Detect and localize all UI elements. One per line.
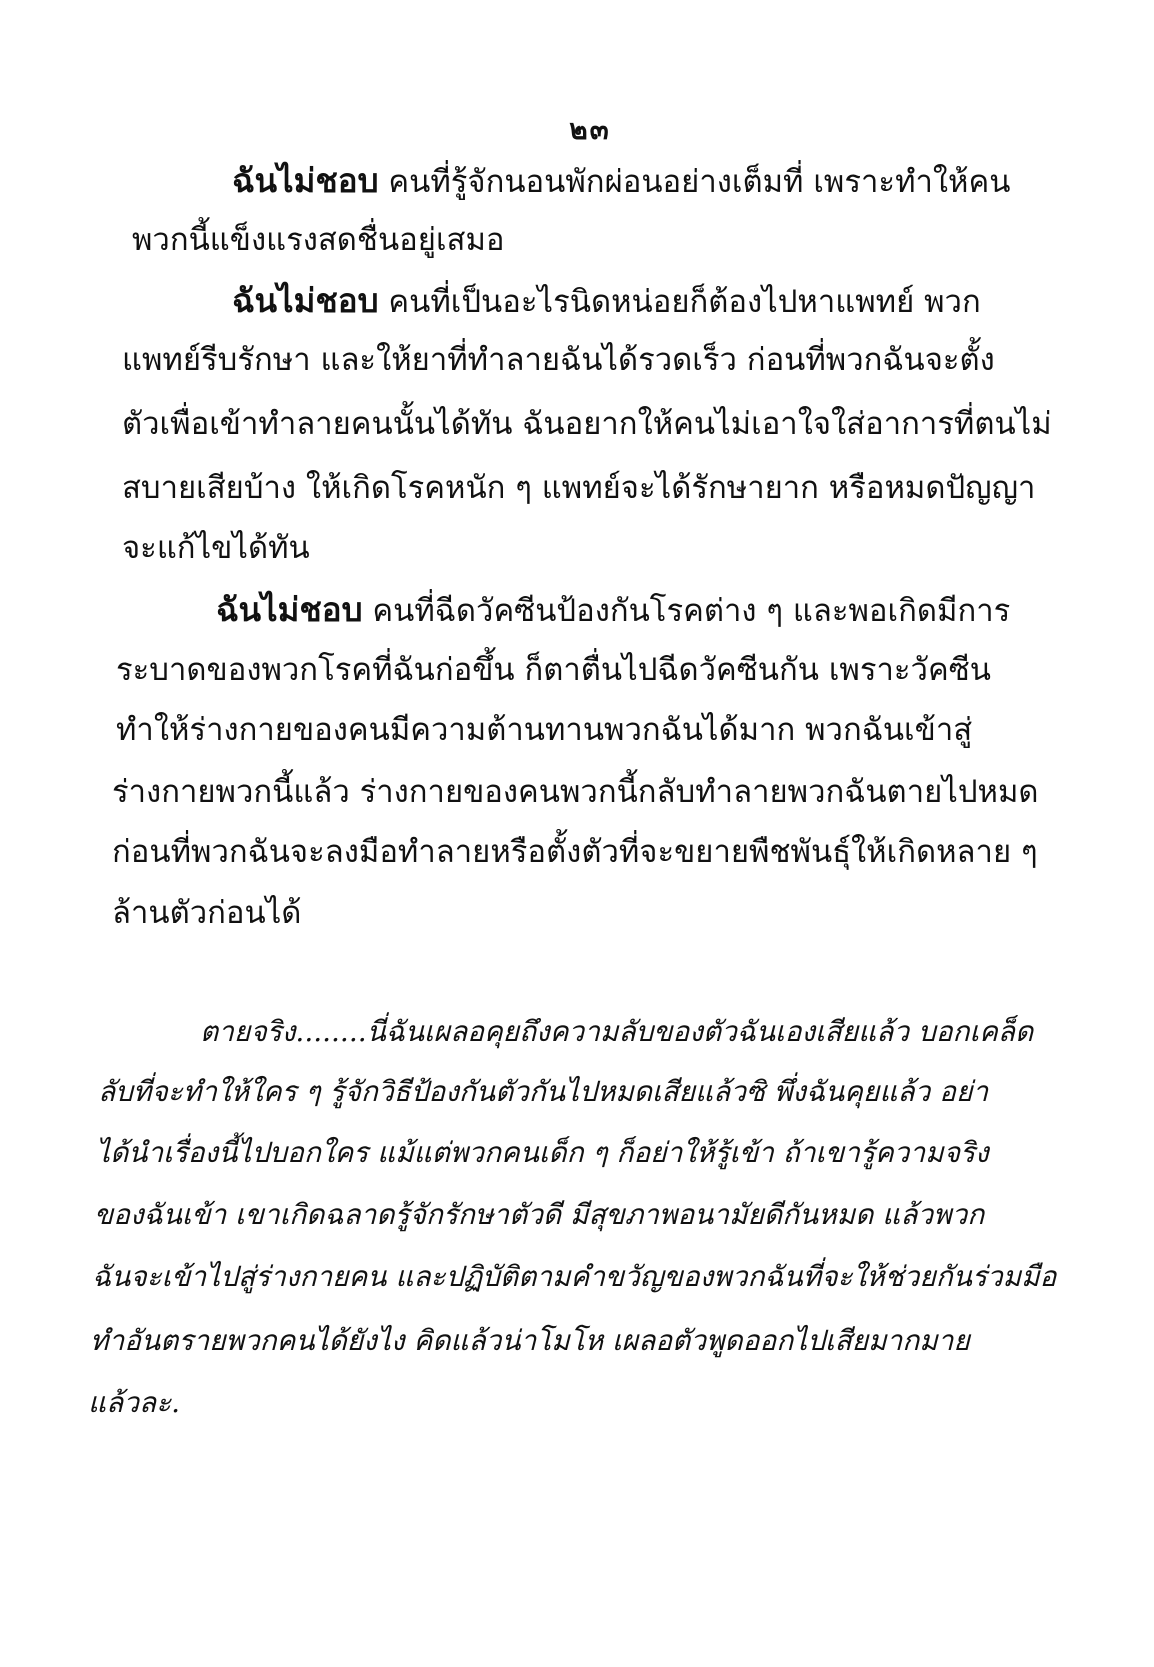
paragraph-2-text: คนที่เป็นอะไรนิดหน่อยก็ต้องไปหาแพทย์ พวก [388,284,981,320]
paragraph-3-line-3: ทำให้ร่างกายของคนมีความต้านทานพวกฉันได้มาก พวกฉันเข้าสู่ [116,712,973,748]
paragraph-3-lead: ฉันไม่ชอบ [216,590,363,629]
closing-line-3: ได้นำเรื่องนี้ไปบอกใคร แม้แต่พวกคนเด็ก ๆ ก็อย่าให้รู้เข้า ถ้าเขารู้ความจริง [96,1136,989,1169]
paragraph-1-lead: ฉันไม่ชอบ [232,161,379,200]
paragraph-3-line-6: ล้านตัวก่อนได้ [112,895,302,931]
paragraph-2-lead: ฉันไม่ชอบ [232,281,379,320]
paragraph-1-text: คนที่รู้จักนอนพักผ่อนอย่างเต็มที่ เพราะทำให้คน [388,164,1011,200]
closing-line-5: ฉันจะเข้าไปสู่ร่างกายคน และปฏิบัติตามคำขวัญของพวกฉันที่จะให้ช่วยกันร่วมมือ [92,1260,1057,1293]
paragraph-3-line-4: ร่างกายพวกนี้แล้ว ร่างกายของคนพวกนี้กลับทำลายพวกฉันตายไปหมด [112,774,1039,810]
paragraph-2-line-1 [232,281,981,322]
paragraph-3-line-2: ระบาดของพวกโรคที่ฉันก่อขึ้น ก็ตาตื่นไปฉีดวัคซีนกัน เพราะวัคซีน [116,652,991,688]
paragraph-3-text: คนที่ฉีดวัคซีนป้องกันโรคต่าง ๆ และพอเกิดมีการ [372,593,1011,629]
paragraph-2-line-3: ตัวเพื่อเข้าทำลายคนนั้นได้ทัน ฉันอยากให้คนไม่เอาใจใส่อาการที่ตนไม่ [122,406,1052,442]
paragraph-2-line-5: จะแก้ไขได้ทัน [122,530,310,566]
closing-line-7: แล้วละ. [88,1386,181,1419]
paragraph-3-line-1 [216,590,1010,631]
page-number: ๒๓ [569,113,611,146]
closing-line-6: ทำอันตรายพวกคนได้ยังไง คิดแล้วน่าโมโห เผลอตัวพูดออกไปเสียมากมาย [90,1324,970,1357]
closing-line-2: ลับที่จะทำให้ใคร ๆ รู้จักวิธีป้องกันตัวกันไปหมดเสียแล้วซิ พึ่งฉันคุยแล้ว อย่า [98,1075,989,1108]
paragraph-3-line-5: ก่อนที่พวกฉันจะลงมือทำลายหรือตั้งตัวที่จะขยายพืชพันธุ์ให้เกิดหลาย ๆ [112,834,1038,870]
closing-line-4: ของฉันเข้า เขาเกิดฉลาดรู้จักรักษาตัวดี มีสุขภาพอนามัยดีกันหมด แล้วพวก [94,1198,985,1231]
closing-line-1: ตายจริง........นี่ฉันเผลอคุยถึงความลับของตัวฉันเองเสียแล้ว บอกเคล็ด [200,1015,1034,1048]
paragraph-1-line-1 [232,161,1010,202]
paragraph-2-line-4: สบายเสียบ้าง ให้เกิดโรคหนัก ๆ แพทย์จะได้รักษายาก หรือหมดปัญญา [122,470,1036,506]
paragraph-2-line-2: แพทย์รีบรักษา และให้ยาที่ทำลายฉันได้รวดเร็ว ก่อนที่พวกฉันจะตั้ง [122,342,995,378]
paragraph-1-line-2: พวกนี้แข็งแรงสดชื่นอยู่เสมอ [132,222,505,258]
